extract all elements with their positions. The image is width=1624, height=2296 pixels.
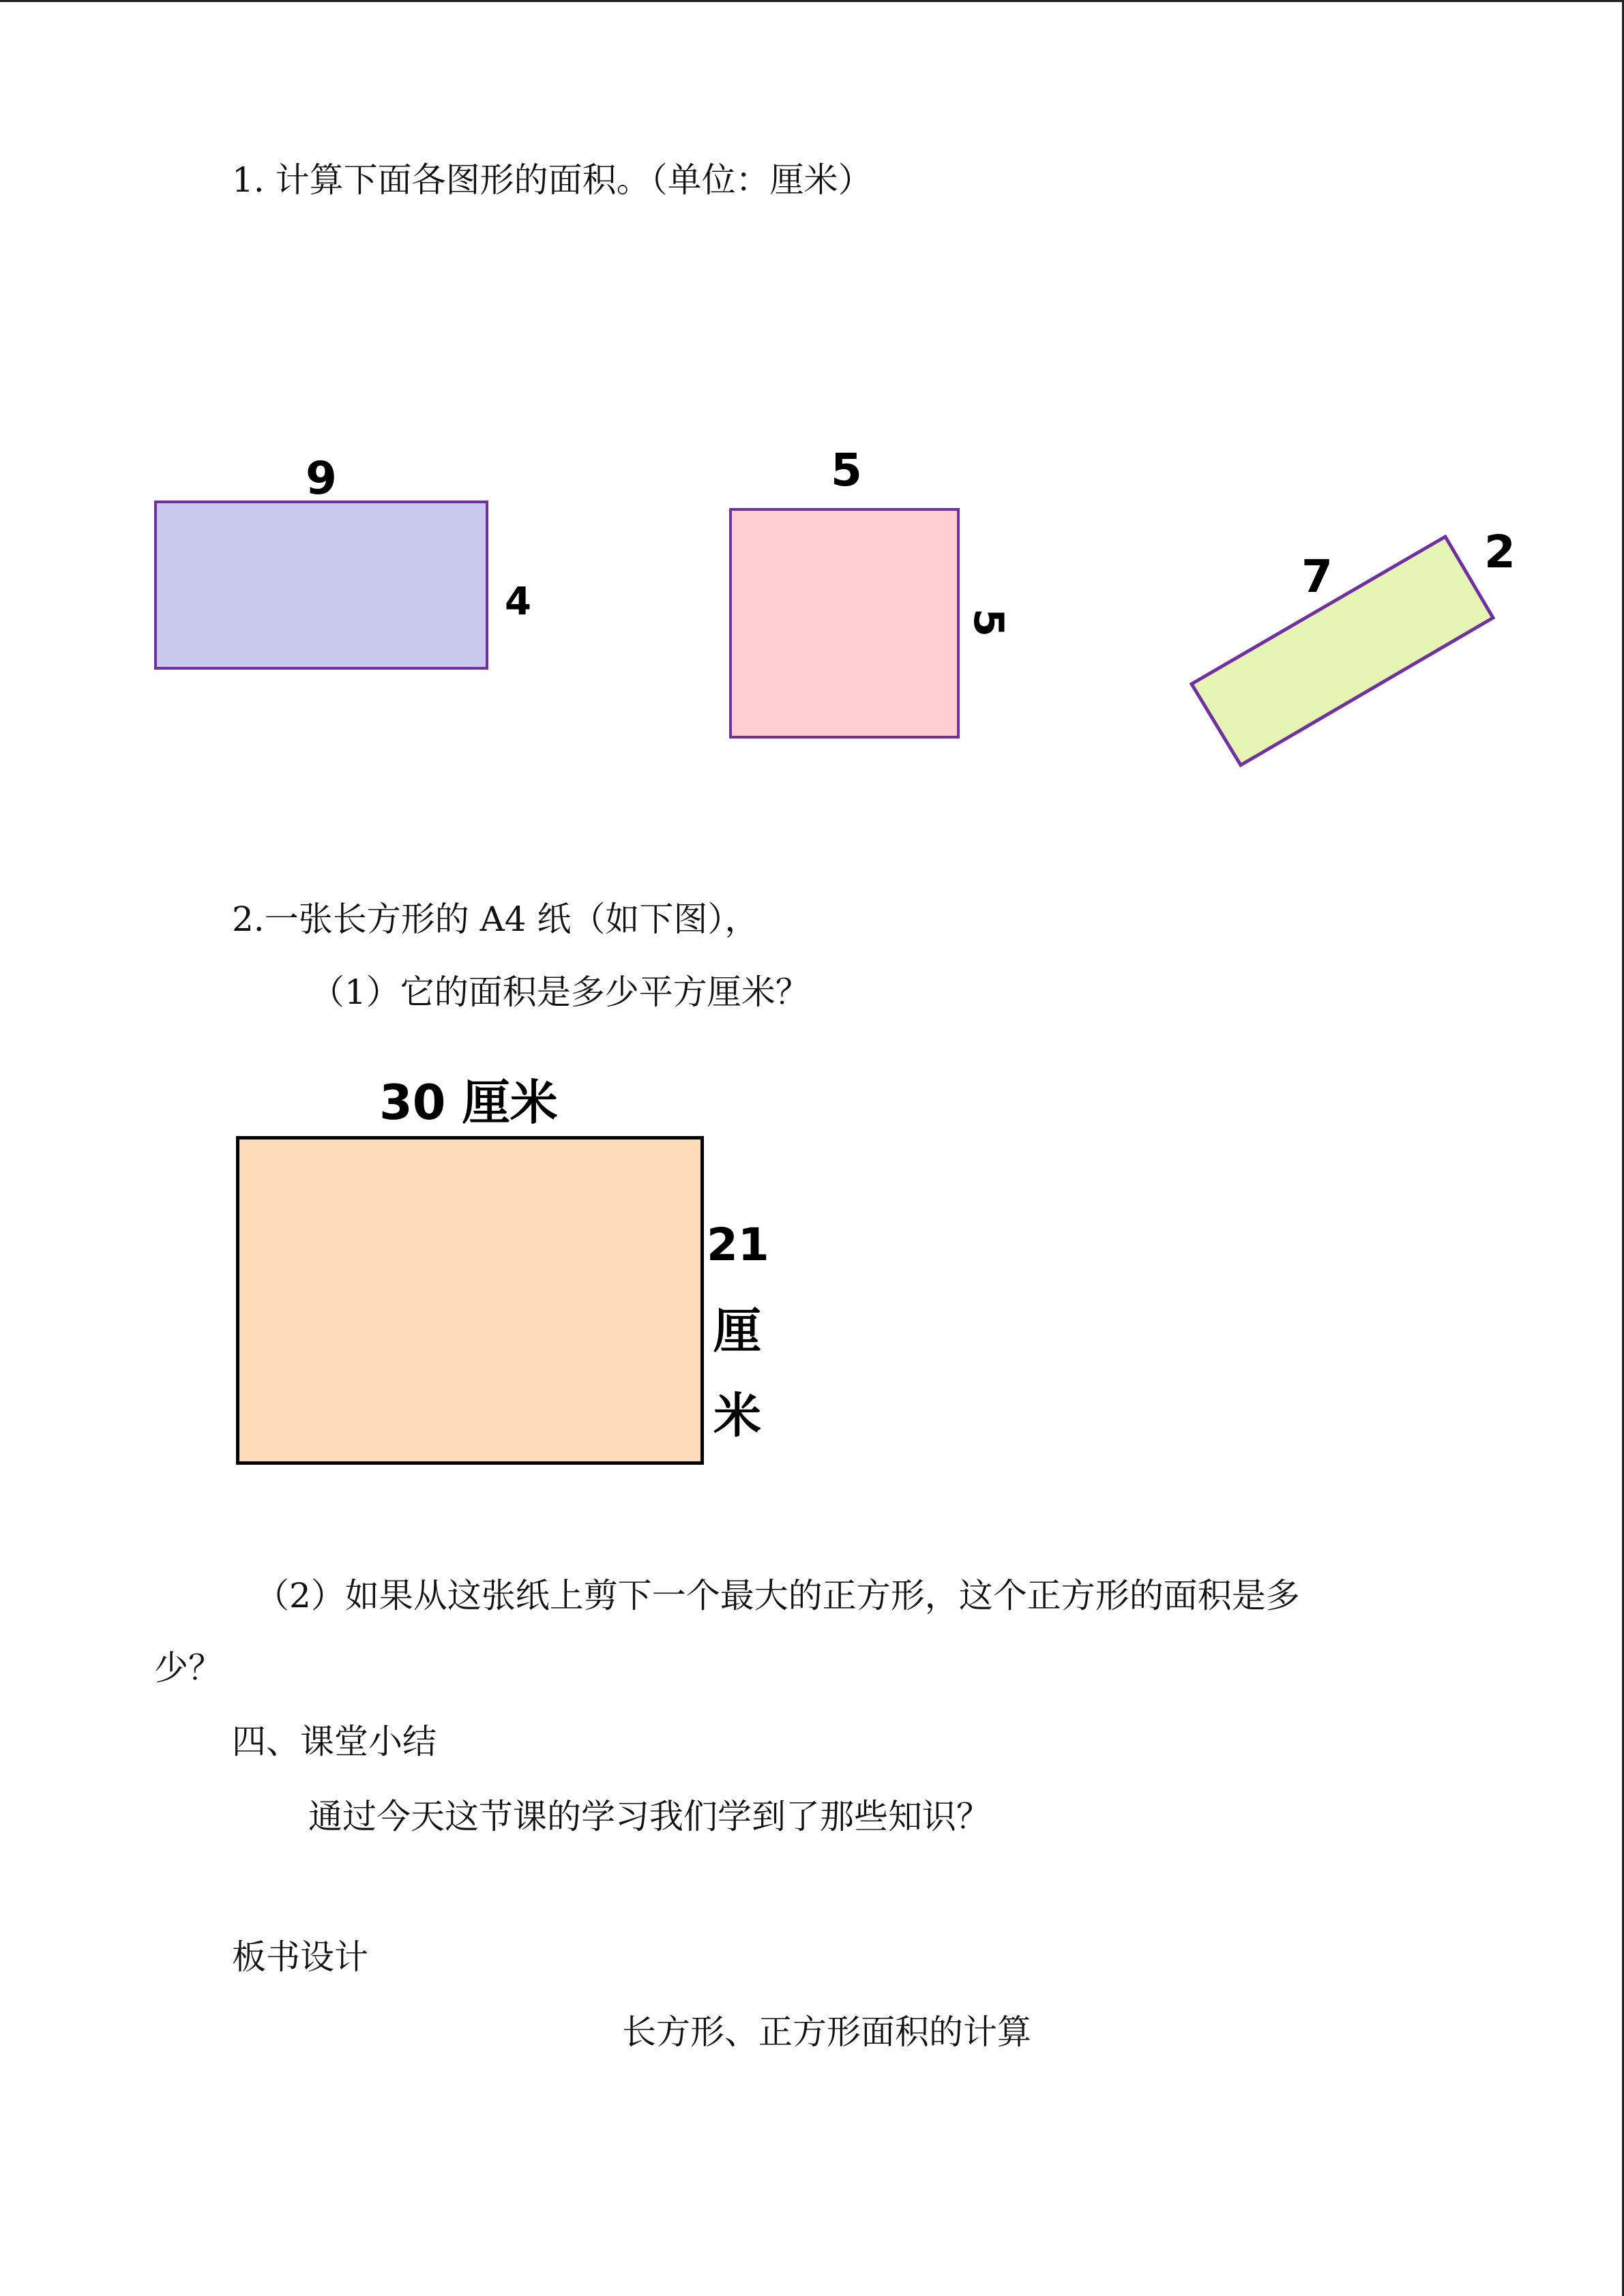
a4-paper-rectangle — [236, 1136, 704, 1465]
summary-question: 通过今天这节课的学习我们学到了那些知识？ — [308, 1797, 990, 1836]
rectangle-width-label: 4 — [505, 580, 531, 624]
question-2-sub2-line1: （2）如果从这张纸上剪下一个最大的正方形，这个正方形的面积是多 — [255, 1576, 1300, 1615]
question-1-title: 1. 计算下面各图形的面积。（单位：厘米） — [232, 160, 872, 200]
question-2-sub1: （1）它的面积是多少平方厘米？ — [310, 972, 810, 1012]
tilted-rectangle-polygon — [1192, 537, 1493, 765]
rectangle-length-label: 9 — [306, 452, 337, 505]
tilted-rectangle-7x2 — [1187, 525, 1501, 777]
tilted-rectangle-width-label: 2 — [1484, 526, 1516, 578]
square-side-label: 5 — [964, 608, 1012, 637]
board-heading: 板书设计 — [232, 1937, 368, 1977]
paper-length-label: 30 厘米 — [379, 1075, 558, 1131]
question-2-sub2-line2: 少？ — [154, 1648, 222, 1688]
square-top-label: 5 — [831, 444, 862, 496]
paper-width-number: 21 — [707, 1219, 769, 1271]
paper-width-unit-1: 厘 — [713, 1303, 761, 1359]
question-2-title: 2.一张长方形的 A4 纸（如下图）， — [232, 899, 759, 939]
page-top-border — [0, 0, 1624, 2]
summary-heading: 四、课堂小结 — [232, 1722, 437, 1761]
square-5x5 — [729, 508, 960, 739]
rectangle-9x4 — [154, 501, 488, 670]
tilted-rectangle-length-label: 7 — [1301, 550, 1333, 603]
paper-width-unit-2: 米 — [713, 1388, 761, 1444]
board-title: 长方形、正方形面积的计算 — [622, 2012, 1031, 2052]
